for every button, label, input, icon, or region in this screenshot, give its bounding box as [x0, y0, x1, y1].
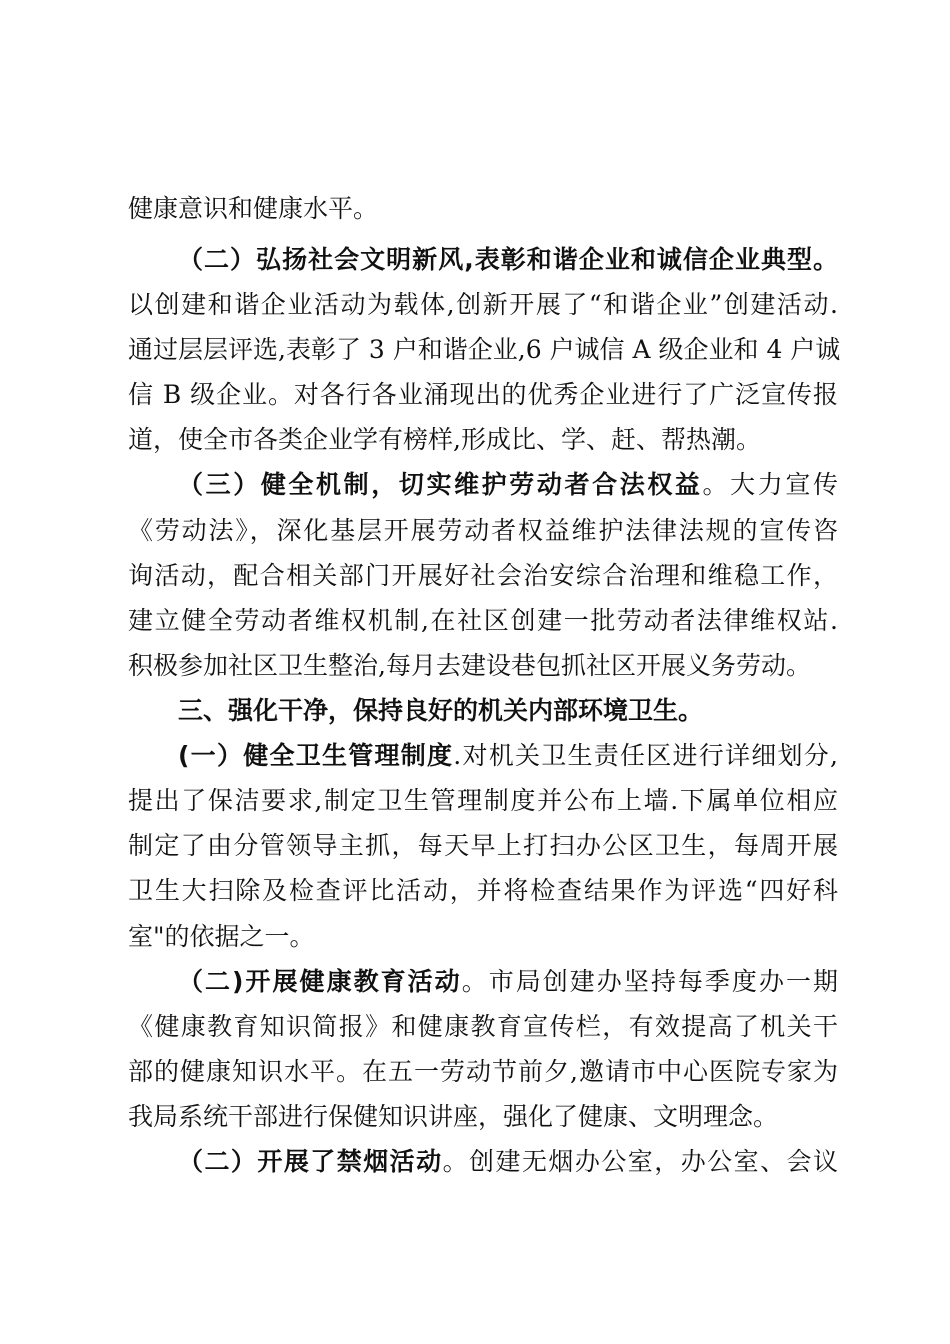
section-heading — [178, 694, 838, 728]
paragraph-line: 以创建和谐企业活动为载体,创新开展了“和谐企业”创建活动. — [128, 290, 838, 319]
paragraph-line: 我局系统干部进行保健知识讲座，强化了健康、文明理念。 — [128, 1102, 779, 1131]
paragraph-line: 通过层层评选,表彰了 3 户和谐企业,6 户诚信 A 级企业和 4 户诚 — [128, 335, 841, 364]
bold-subheading: （二)开展健康教育活动 — [178, 967, 462, 996]
paragraph-text: 。大力宣传 — [702, 470, 838, 499]
paragraph-line: 卫生大扫除及检查评比活动，并将检查结果作为评选“四好科 — [128, 876, 838, 905]
paragraph-text: 。创建无烟办公室，办公室、会议 — [442, 1147, 838, 1176]
paragraph-line: 《健康教育知识简报》和健康教育宣传栏，有效提高了机关干 — [128, 1012, 838, 1041]
paragraph-title — [178, 468, 838, 502]
bold-subheading: (一）健全卫生管理制度 — [178, 741, 454, 770]
paragraph-line: 《劳动法》，深化基层开展劳动者权益维护法律法规的宣传咨 — [128, 516, 838, 545]
section-heading-text: 三、强化干净，保持良好的机关内部环境卫生。 — [178, 696, 704, 725]
paragraph-line: 道，使全市各类企业学有榜样,形成比、学、赶、帮热潮。 — [128, 425, 761, 454]
paragraph-line: 提出了保洁要求,制定卫生管理制度并公布上墙.下属单位相应 — [128, 786, 838, 815]
paragraph-line: 部的健康知识水平。在五一劳动节前夕,邀请市中心医院专家为 — [128, 1057, 838, 1086]
paragraph-line: 室"的依据之一。 — [128, 922, 315, 951]
paragraph-line: 健康意识和健康水平。 — [128, 194, 379, 223]
bold-subheading: （三）健全机制，切实维护劳动者合法权益 — [178, 470, 703, 499]
paragraph-title — [178, 739, 838, 773]
paragraph-line: 信 B 级企业。对各行各业涌现出的优秀企业进行了广泛宣传报 — [128, 380, 838, 409]
paragraph-title — [178, 1145, 838, 1179]
paragraph-line: 制定了由分管领导主抓，每天早上打扫办公区卫生，每周开展 — [128, 831, 838, 860]
bold-subheading: （二）弘扬社会文明新风,表彰和谐企业和诚信企业典型。 — [178, 245, 838, 274]
paragraph-title — [178, 965, 838, 999]
paragraph-title — [178, 243, 838, 277]
paragraph-line: 建立健全劳动者维权机制,在社区创建一批劳动者法律维权站. — [128, 606, 838, 635]
paragraph-line: 询活动，配合相关部门开展好社会治安综合治理和维稳工作， — [128, 561, 838, 590]
paragraph-text: .对机关卫生责任区进行详细划分, — [453, 741, 838, 770]
paragraph-text: 。市局创建办坚持每季度办一期 — [461, 967, 838, 996]
paragraph-line: 积极参加社区卫生整治,每月去建设巷包抓社区开展义务劳动。 — [128, 651, 811, 680]
bold-subheading: （二）开展了禁烟活动 — [178, 1147, 443, 1176]
